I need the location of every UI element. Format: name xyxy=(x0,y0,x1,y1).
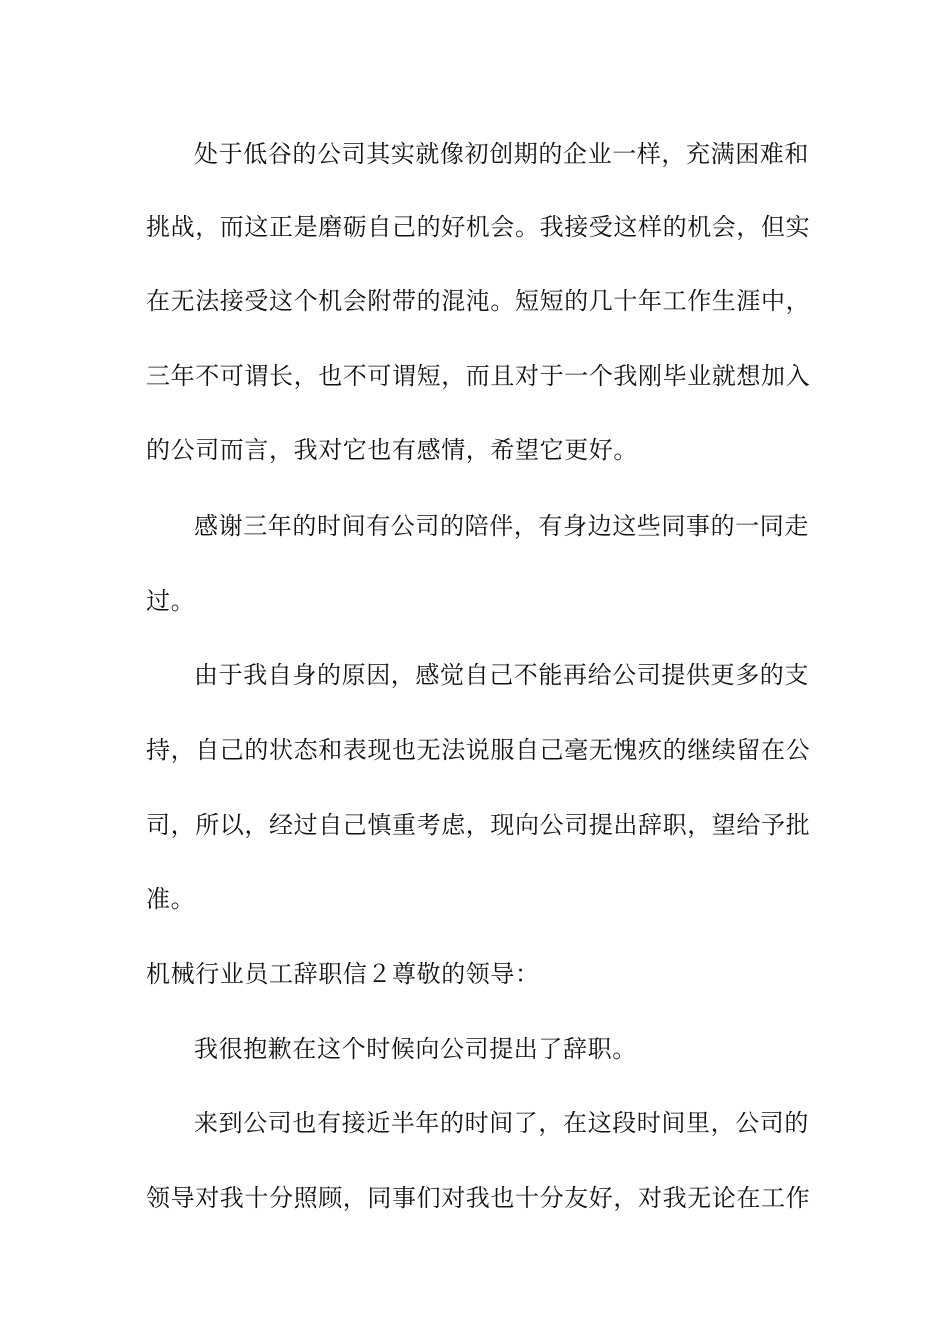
text-line: 过。 xyxy=(146,587,196,615)
text-line: 处于低谷的公司其实就像初创期的企业一样，充满困难和 xyxy=(194,140,809,168)
text-line: 我很抱歉在这个时候向公司提出了辞职。 xyxy=(194,1035,637,1063)
text-line: 司，所以，经过自己慎重考虑，现向公司提出辞职，望给予批 xyxy=(146,811,811,839)
text-line: 挑战，而这正是磨砺自己的好机会。我接受这样的机会，但实 xyxy=(146,213,811,241)
text-line: 在无法接受这个机会附带的混沌。短短的几十年工作生涯中， xyxy=(146,287,811,315)
text-line: 由于我自身的原因，感觉自己不能再给公司提供更多的支 xyxy=(194,661,809,689)
text-line: 感谢三年的时间有公司的陪伴，有身边这些同事的一同走 xyxy=(194,512,809,540)
section-heading: 机械行业员工辞职信２尊敬的领导： xyxy=(146,960,540,988)
text-line: 的公司而言，我对它也有感情，希望它更好。 xyxy=(146,436,638,464)
text-line: 准。 xyxy=(146,885,196,913)
text-line: 持，自己的状态和表现也无法说服自己毫无愧疚的继续留在公 xyxy=(146,736,811,764)
text-line: 领导对我十分照顾，同事们对我也十分友好，对我无论在工作 xyxy=(146,1184,811,1212)
text-line: 三年不可谓长，也不可谓短，而且对于一个我刚毕业就想加入 xyxy=(146,362,811,390)
text-line: 来到公司也有接近半年的时间了，在这段时间里，公司的 xyxy=(194,1109,809,1137)
